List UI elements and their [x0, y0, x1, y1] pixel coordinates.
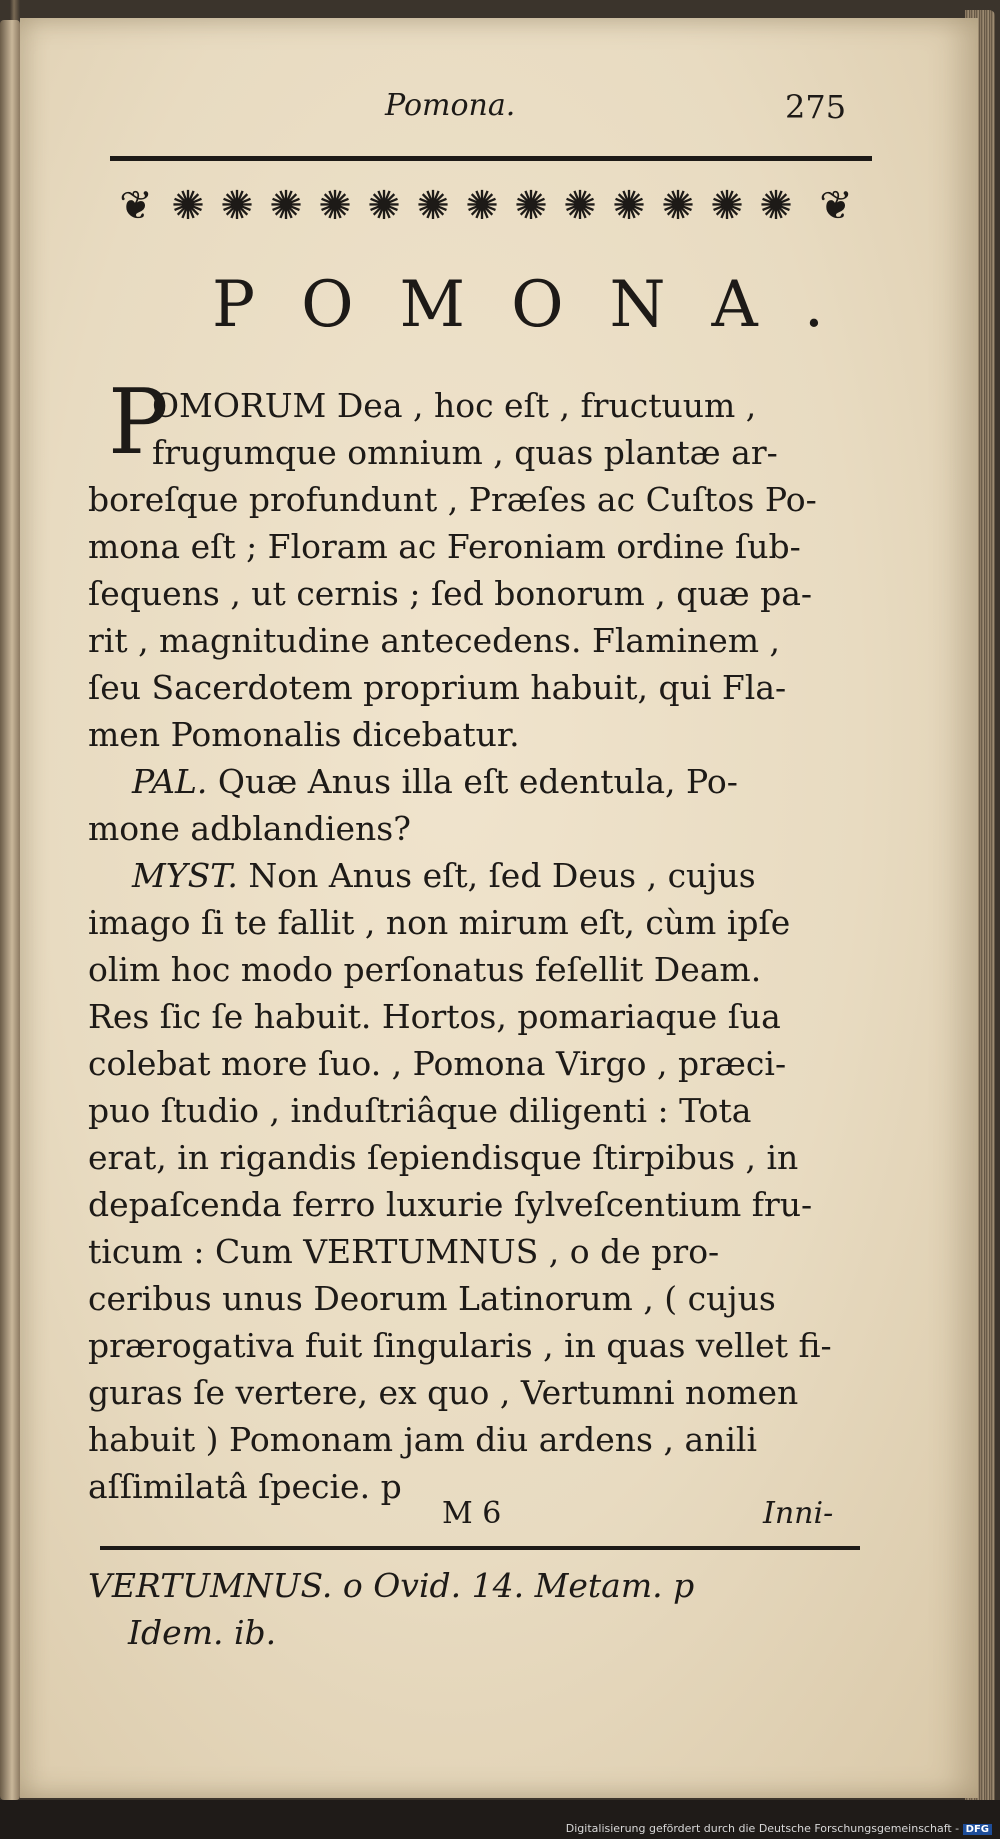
ornament-rosette: ✺	[759, 183, 793, 229]
dialogue-line: ceribus unus Deorum Latinorum , ( cujus	[88, 1279, 776, 1318]
ornament-band	[115, 178, 870, 234]
ornament-rosette: ✺	[220, 183, 254, 229]
ornament-rosette: ✺	[514, 183, 548, 229]
speaker-label: MYST.	[132, 856, 238, 895]
page-number: 275	[785, 88, 847, 126]
footer-bar	[0, 1800, 1000, 1839]
dialogue-text: Quæ Anus illa eſt edentula, Po-	[217, 762, 738, 801]
dialogue-line: ticum : Cum VERTUMNUS , o de pro-	[88, 1232, 720, 1271]
dialogue-line: depaſcenda ferro luxurie ſylveſcentium fru-	[88, 1185, 813, 1224]
dialogue-line: habuit ) Pomonam jam diu ardens , anili	[88, 1420, 758, 1459]
body-line: OMORUM Dea , hoc eſt , fructuum ,	[152, 386, 757, 425]
footnote-line: Idem. ib.	[128, 1613, 277, 1652]
speaker-label: PAL.	[132, 762, 208, 801]
body-line: boreſque profundunt , Præſes ac Cuſtos Po-	[88, 480, 817, 519]
ornament-rosette: ✺	[318, 183, 352, 229]
dialogue-line: prærogativa fuit ſingularis , in quas vellet fi-	[88, 1326, 832, 1365]
credit-text: Digitalisierung gefördert durch die Deutsche Forschungsgemeinschaft -	[565, 1822, 960, 1835]
ornament-rosette: ✺	[367, 183, 401, 229]
ornament-rosette: ✺	[612, 183, 646, 229]
digitization-credit	[566, 1822, 992, 1835]
header-rule	[110, 156, 872, 161]
signature-mark: M 6	[442, 1496, 502, 1531]
running-title: Pomona.	[385, 88, 516, 123]
ornament-fleuron: ❦	[119, 183, 153, 229]
ornament-rosette: ✺	[710, 183, 744, 229]
dialogue-line: erat, in rigandis ſepiendisque ſtirpibus , in	[88, 1138, 799, 1177]
dialogue-line: imago ſi te fallit , non mirum eſt, cùm ipſe	[88, 903, 791, 942]
body-line: ſequens , ut cernis ; ſed bonorum , quæ pa-	[88, 574, 813, 613]
dialogue-line: mone adblandiens?	[88, 809, 411, 848]
ornament-rosette: ✺	[269, 183, 303, 229]
book-page	[20, 18, 978, 1798]
footnote-rule	[100, 1546, 860, 1550]
dialogue-line: Res ſic ſe habuit. Hortos, pomariaque ſua	[88, 997, 781, 1036]
ornament-rosette: ✺	[465, 183, 499, 229]
drop-cap: P	[108, 370, 169, 475]
body-line: rit , magnitudine antecedens. Flaminem ,	[88, 621, 781, 660]
dialogue-line	[132, 856, 756, 896]
ornament-fleuron: ❦	[819, 183, 853, 229]
body-line: frugumque omnium , quas plantæ ar-	[152, 433, 778, 472]
ornament-rosette: ✺	[416, 183, 450, 229]
footnote-line: VERTUMNUS. o Ovid. 14. Metam. p	[88, 1566, 695, 1605]
body-line: men Pomonalis dicebatur.	[88, 715, 520, 754]
dialogue-line: aſſimilatâ ſpecie. p	[88, 1467, 402, 1506]
dfg-logo: DFG	[963, 1824, 992, 1835]
chapter-title: POMONA.	[212, 268, 871, 342]
ornament-rosette: ✺	[563, 183, 597, 229]
dialogue-line	[132, 762, 738, 802]
dialogue-line: olim hoc modo perſonatus feſellit Deam.	[88, 950, 762, 989]
body-line: ſeu Sacerdotem proprium habuit, qui Fla-	[88, 668, 787, 707]
catchword: Inni-	[763, 1496, 834, 1531]
previous-page-edge	[0, 20, 20, 1800]
dialogue-line: colebat more ſuo. , Pomona Virgo , præci-	[88, 1044, 787, 1083]
ornament-rosette: ✺	[661, 183, 695, 229]
dialogue-line: puo ſtudio , induſtriâque diligenti : Tota	[88, 1091, 752, 1130]
dialogue-text: Non Anus eſt, ſed Deus , cujus	[248, 856, 756, 895]
ornament-rosette: ✺	[171, 183, 205, 229]
dialogue-line: guras ſe vertere, ex quo , Vertumni nomen	[88, 1373, 799, 1412]
body-line: mona eſt ; Floram ac Feroniam ordine ſub-	[88, 527, 801, 566]
